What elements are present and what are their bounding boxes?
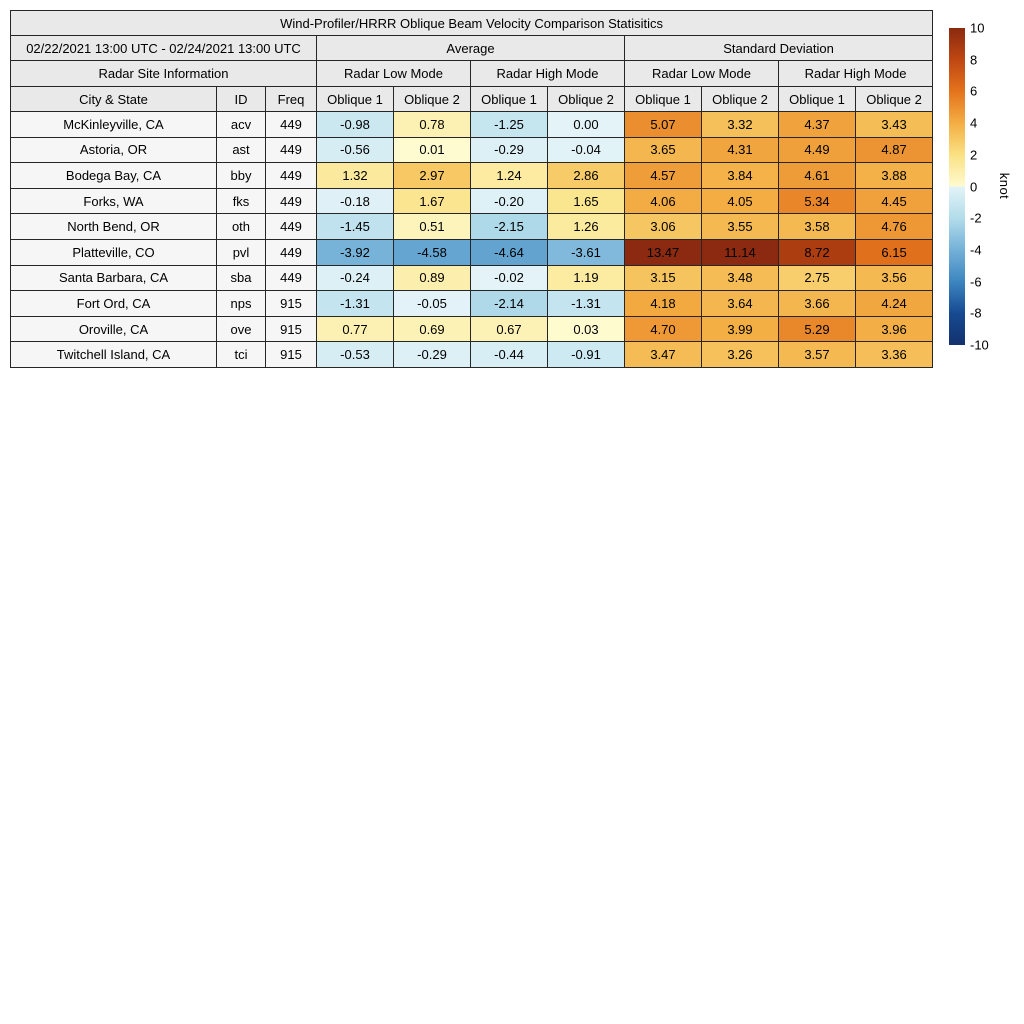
value-cell: 0.78 — [394, 112, 471, 138]
value-cell: -0.05 — [394, 291, 471, 317]
value-cell: 3.55 — [702, 214, 779, 240]
value-cell: 1.24 — [471, 163, 548, 189]
value-cell: 1.32 — [317, 163, 394, 189]
value-cell: 3.57 — [779, 342, 856, 368]
avg-low-mode-header: Radar Low Mode — [317, 61, 471, 87]
colorbar-tick-label: 10 — [970, 20, 985, 36]
site-id-cell: acv — [217, 112, 266, 138]
value-cell: 4.37 — [779, 112, 856, 138]
freq-cell: 449 — [266, 112, 317, 138]
oblique-header: Oblique 2 — [548, 87, 625, 112]
freq-cell: 449 — [266, 163, 317, 189]
oblique-header: Oblique 1 — [625, 87, 702, 112]
value-cell: 0.89 — [394, 265, 471, 291]
table-row — [11, 265, 933, 291]
colorbar-tick-label: 6 — [970, 83, 978, 99]
value-cell: 0.00 — [548, 112, 625, 138]
table-row — [11, 214, 933, 240]
value-cell: 1.67 — [394, 188, 471, 214]
table-row — [11, 291, 933, 317]
table-row — [11, 342, 933, 368]
oblique-header: Oblique 1 — [471, 87, 548, 112]
column-header-row — [11, 87, 933, 112]
city-state-cell: Forks, WA — [11, 188, 217, 214]
title-row — [11, 11, 933, 36]
value-cell: -0.29 — [394, 342, 471, 368]
value-cell: 0.77 — [317, 316, 394, 342]
value-cell: 4.87 — [856, 137, 933, 163]
table-title: Wind-Profiler/HRRR Oblique Beam Velocity Comparison Statisitics — [11, 11, 933, 36]
stats-table — [10, 10, 933, 368]
freq-cell: 915 — [266, 342, 317, 368]
oblique-header: Oblique 2 — [394, 87, 471, 112]
value-cell: 3.26 — [702, 342, 779, 368]
value-cell: 3.58 — [779, 214, 856, 240]
mode-header-row — [11, 61, 933, 87]
freq-cell: 449 — [266, 188, 317, 214]
site-id-cell: oth — [217, 214, 266, 240]
value-cell: 3.15 — [625, 265, 702, 291]
oblique-header: Oblique 1 — [779, 87, 856, 112]
value-cell: 0.03 — [548, 316, 625, 342]
value-cell: 2.86 — [548, 163, 625, 189]
value-cell: 4.45 — [856, 188, 933, 214]
site-id-cell: tci — [217, 342, 266, 368]
value-cell: 0.01 — [394, 137, 471, 163]
value-cell: -0.20 — [471, 188, 548, 214]
value-cell: 2.97 — [394, 163, 471, 189]
value-cell: 0.51 — [394, 214, 471, 240]
oblique-header: Oblique 1 — [317, 87, 394, 112]
freq-cell: 449 — [266, 239, 317, 265]
value-cell: 5.34 — [779, 188, 856, 214]
value-cell: 4.49 — [779, 137, 856, 163]
value-cell: -0.29 — [471, 137, 548, 163]
colorbar-tick-label: -8 — [970, 305, 982, 321]
city-state-cell: North Bend, OR — [11, 214, 217, 240]
site-id-cell: pvl — [217, 239, 266, 265]
freq-header: Freq — [266, 87, 317, 112]
value-cell: 1.19 — [548, 265, 625, 291]
city-state-cell: Astoria, OR — [11, 137, 217, 163]
value-cell: 3.84 — [702, 163, 779, 189]
std-high-mode-header: Radar High Mode — [779, 61, 933, 87]
city-state-header: City & State — [11, 87, 217, 112]
site-id-cell: fks — [217, 188, 266, 214]
site-id-cell: nps — [217, 291, 266, 317]
freq-cell: 915 — [266, 291, 317, 317]
value-cell: -0.56 — [317, 137, 394, 163]
value-cell: 3.32 — [702, 112, 779, 138]
value-cell: 0.69 — [394, 316, 471, 342]
value-cell: 4.57 — [625, 163, 702, 189]
value-cell: -0.98 — [317, 112, 394, 138]
value-cell: -1.25 — [471, 112, 548, 138]
value-cell: 3.96 — [856, 316, 933, 342]
value-cell: -0.91 — [548, 342, 625, 368]
value-cell: -0.53 — [317, 342, 394, 368]
value-cell: 3.47 — [625, 342, 702, 368]
freq-cell: 449 — [266, 137, 317, 163]
colorbar-tick-label: 2 — [970, 147, 978, 163]
value-cell: 5.07 — [625, 112, 702, 138]
site-id-cell: bby — [217, 163, 266, 189]
value-cell: 4.70 — [625, 316, 702, 342]
colorbar-tick-label: 0 — [970, 179, 978, 194]
value-cell: 0.67 — [471, 316, 548, 342]
city-state-cell: Fort Ord, CA — [11, 291, 217, 317]
table-body — [11, 112, 933, 368]
freq-cell: 915 — [266, 316, 317, 342]
value-cell: -0.24 — [317, 265, 394, 291]
table-row — [11, 163, 933, 189]
value-cell: 3.56 — [856, 265, 933, 291]
colorbar-tick-label: 4 — [970, 115, 978, 131]
site-id-cell: ove — [217, 316, 266, 342]
city-state-cell: Platteville, CO — [11, 239, 217, 265]
value-cell: 4.31 — [702, 137, 779, 163]
site-id-cell: sba — [217, 265, 266, 291]
colorbar-tick-label: -10 — [970, 337, 989, 353]
table-row — [11, 137, 933, 163]
city-state-cell: Oroville, CA — [11, 316, 217, 342]
value-cell: 1.26 — [548, 214, 625, 240]
site-info-header: Radar Site Information — [11, 61, 317, 87]
value-cell: -0.18 — [317, 188, 394, 214]
value-cell: 3.06 — [625, 214, 702, 240]
table-row — [11, 316, 933, 342]
city-state-cell: Twitchell Island, CA — [11, 342, 217, 368]
value-cell: 3.65 — [625, 137, 702, 163]
value-cell: 3.43 — [856, 112, 933, 138]
value-cell: 11.14 — [702, 239, 779, 265]
value-cell: -0.44 — [471, 342, 548, 368]
oblique-header: Oblique 2 — [856, 87, 933, 112]
colorbar-tick-label: -2 — [970, 210, 982, 226]
value-cell: -3.92 — [317, 239, 394, 265]
value-cell: -1.45 — [317, 214, 394, 240]
value-cell: 4.05 — [702, 188, 779, 214]
value-cell: 4.24 — [856, 291, 933, 317]
value-cell: -4.58 — [394, 239, 471, 265]
value-cell: -0.04 — [548, 137, 625, 163]
date-range-cell: 02/22/2021 13:00 UTC - 02/24/2021 13:00 UTC — [11, 36, 317, 61]
value-cell: 3.36 — [856, 342, 933, 368]
freq-cell: 449 — [266, 265, 317, 291]
value-cell: -0.02 — [471, 265, 548, 291]
oblique-header: Oblique 2 — [702, 87, 779, 112]
value-cell: 4.76 — [856, 214, 933, 240]
colorbar-unit-label: knot — [997, 172, 1012, 200]
value-cell: 5.29 — [779, 316, 856, 342]
value-cell: 1.65 — [548, 188, 625, 214]
avg-high-mode-header: Radar High Mode — [471, 61, 625, 87]
colorbar-tick-label: 8 — [970, 52, 978, 68]
value-cell: 3.66 — [779, 291, 856, 317]
value-cell: 4.61 — [779, 163, 856, 189]
value-cell: 3.48 — [702, 265, 779, 291]
value-cell: -2.14 — [471, 291, 548, 317]
city-state-cell: Bodega Bay, CA — [11, 163, 217, 189]
site-id-cell: ast — [217, 137, 266, 163]
city-state-cell: McKinleyville, CA — [11, 112, 217, 138]
value-cell: -4.64 — [471, 239, 548, 265]
group-header-row — [11, 36, 933, 61]
value-cell: 3.88 — [856, 163, 933, 189]
value-cell: 8.72 — [779, 239, 856, 265]
value-cell: 4.06 — [625, 188, 702, 214]
colorbar-tick-label: -4 — [970, 242, 982, 258]
value-cell: -1.31 — [548, 291, 625, 317]
value-cell: 3.64 — [702, 291, 779, 317]
value-cell: -2.15 — [471, 214, 548, 240]
freq-cell: 449 — [266, 214, 317, 240]
value-cell: 6.15 — [856, 239, 933, 265]
value-cell: 2.75 — [779, 265, 856, 291]
colorbar-gradient — [949, 28, 965, 345]
colorbar-tick-label: -6 — [970, 274, 982, 290]
table-row — [11, 112, 933, 138]
table-row — [11, 239, 933, 265]
value-cell: 3.99 — [702, 316, 779, 342]
id-header: ID — [217, 87, 266, 112]
value-cell: 4.18 — [625, 291, 702, 317]
average-group-header: Average — [317, 36, 625, 61]
std-low-mode-header: Radar Low Mode — [625, 61, 779, 87]
city-state-cell: Santa Barbara, CA — [11, 265, 217, 291]
value-cell: -1.31 — [317, 291, 394, 317]
value-cell: -3.61 — [548, 239, 625, 265]
table-row — [11, 188, 933, 214]
value-cell: 13.47 — [625, 239, 702, 265]
stddev-group-header: Standard Deviation — [625, 36, 933, 61]
